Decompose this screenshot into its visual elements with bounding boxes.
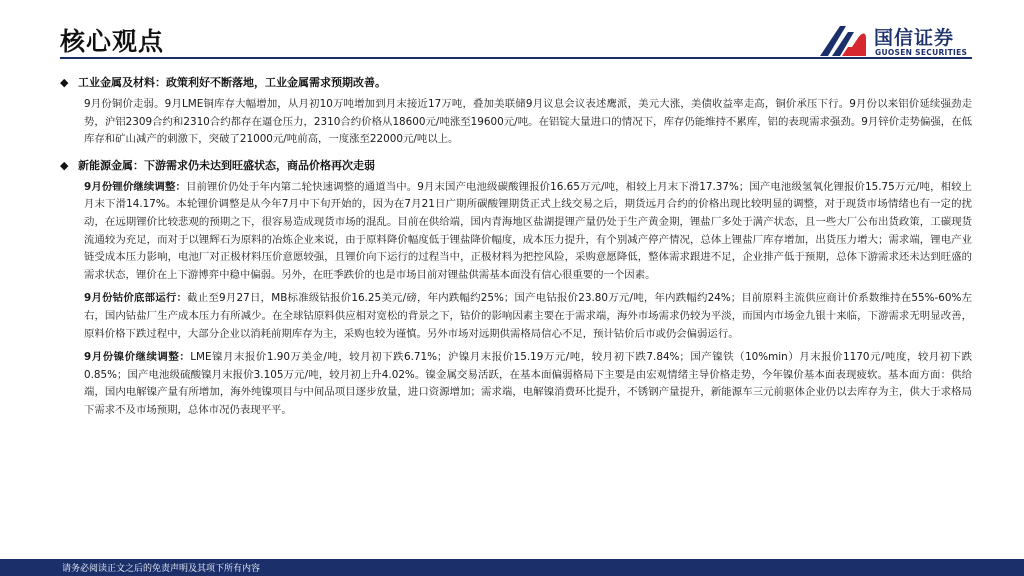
paragraph-nickel (84, 349, 972, 419)
section-industrial-metals (60, 74, 972, 149)
section-new-energy-metals (60, 157, 972, 420)
paragraph-text: 截止至9月27日，MB标准级钴报价16.25美元/磅，年内跌幅约25%；国产电钴报价23.80万元/吨，年内跌幅约24%；目前原料主流供应商计价系数维持在55%-60%左右，国内钴盐厂生产成本压力有所减少。在全球钴原料供应相对宽松的背景之下，钴价的影响因素主要在于需求端，海外市场需求仍较为平淡，而国内市场金九银十来临，下游需求无明显改善，原料价格下跌过程中，大部分企业以消耗前期库存为主，采购也较为谨慎。另外市场对远期供需格局信心不足，预计钴价后市或仍会偏弱运行。 (84, 292, 972, 340)
paragraph-lead: 9月份钴价底部运行： (84, 292, 188, 305)
guosen-logo (818, 20, 978, 60)
section-heading (60, 74, 972, 92)
paragraph-lead: 9月份镍价继续调整： (84, 351, 191, 364)
page-title: 核心观点 (60, 27, 165, 56)
logo-english-name: GUOSEN SECURITIES (875, 48, 968, 57)
paragraph-lithium (84, 179, 972, 285)
paragraph-text: 9月份铜价走弱。9月LME铜库存大幅增加，从月初10万吨增加到月末接近17万吨，叠加美联储9月议息会议表述鹰派，美元大涨，美债收益率走高，铜价承压下行。9月份以来铝价延续强劲走势，沪铝2309合约和2310合约都存在逼仓压力，2310合约价格从18600元/吨涨至19600元/吨。在铝锭大量进口的情况下，库存仍能维持不累库，铝的表现需求强劲。9月锌价走势偏强，在低库存和矿山减产的刺激下，突破了21000元/吨前高，一度涨至22000元/吨以上。 (84, 98, 972, 146)
section-heading (60, 157, 972, 175)
diamond-bullet-icon: ◆ (60, 158, 69, 172)
guosen-logo-mark-icon (818, 20, 868, 60)
page-header (0, 0, 1024, 68)
paragraph-copper-aluminum-zinc (84, 96, 972, 149)
paragraph-cobalt (84, 290, 972, 343)
footer-disclaimer: 请务必阅读正文之后的免责声明及其项下所有内容 (62, 564, 261, 574)
paragraph-text: LME镍月末报价1.90万美金/吨，较月初下跌6.71%；沪镍月末报价15.19万元/吨，较月初下跌7.84%；国产镍铁（10%min）月末报价1170元/吨度，较月初下跌0.85%；国产电池级硫酸镍月末报价3.105万元/吨，较月初上升4.02%。镍金属交易活跃，在基本面偏弱格局下主要是由宏观情绪主导价格走势，今年镍价基本面表现疲软。基本面方面：供给端，国内电解镍产量有所增加，海外纯镍项目与中间品项目逐步放量，进口资源增加；需求端，电解镍消费环比提升，不锈钢产量提升，新能源车三元前驱体企业仍以去库存为主，供大于求格局下需求不及市场预期，总体市况仍表现平平。 (84, 351, 972, 416)
logo-chinese-name: 国信证券 (874, 27, 955, 49)
paragraph-text: 目前锂价仍处于年内第二轮快速调整的通道当中。9月末国产电池级碳酸锂报价16.65万元/吨，相较上月末下滑17.37%；国产电池级氢氧化锂报价15.75万元/吨，相较上月末下滑14.17%。本轮锂价调整是从今年7月中下旬开始的，因为在7月21日广期所碳酸锂期货正式上线交易之后，期货远月合约的价格出现比较明显的调整，对于现货市场情绪也有一定的扰动，在远期锂价比较悲观的预期之下，很容易造成现货市场的混乱。目前在供给端，国内青海地区盐湖提锂产量仍处于生产黄金期，锂盐厂多处于满产状态，且一些大厂公布出货政策，工碳现货流通较为充足，而对于以锂辉石为原料的冶炼企业来说，由于原料降价幅度低于锂盐降价幅度，成本压力提升，有个别减产停产情况，总体上锂盐厂库存增加，出货压力增大；需求端，锂电产业链受成本压力影响，电池厂对正极材料压价意愿较强，且锂价向下运行的过程当中，正极材料为把控风险，采购意愿降低，整体需求跟进不足，企业排产低于预期，总体下游需求还未达到旺盛的需求状态，锂价在上下游博弈中稳中偏弱。另外，在旺季跌价的也是市场目前对锂盐供需基本面没有信心很重要的一个因素。 (84, 180, 972, 281)
section-heading-text: 工业金属及材料：政策利好不断落地，工业金属需求预期改善。 (78, 76, 386, 89)
main-content (60, 74, 972, 426)
section-heading-text: 新能源金属：下游需求仍未达到旺盛状态，商品价格再次走弱 (78, 158, 375, 172)
paragraph-lead: 9月份锂价继续调整： (84, 180, 186, 193)
diamond-bullet-icon: ◆ (60, 76, 69, 89)
footer-bar (0, 559, 1024, 576)
